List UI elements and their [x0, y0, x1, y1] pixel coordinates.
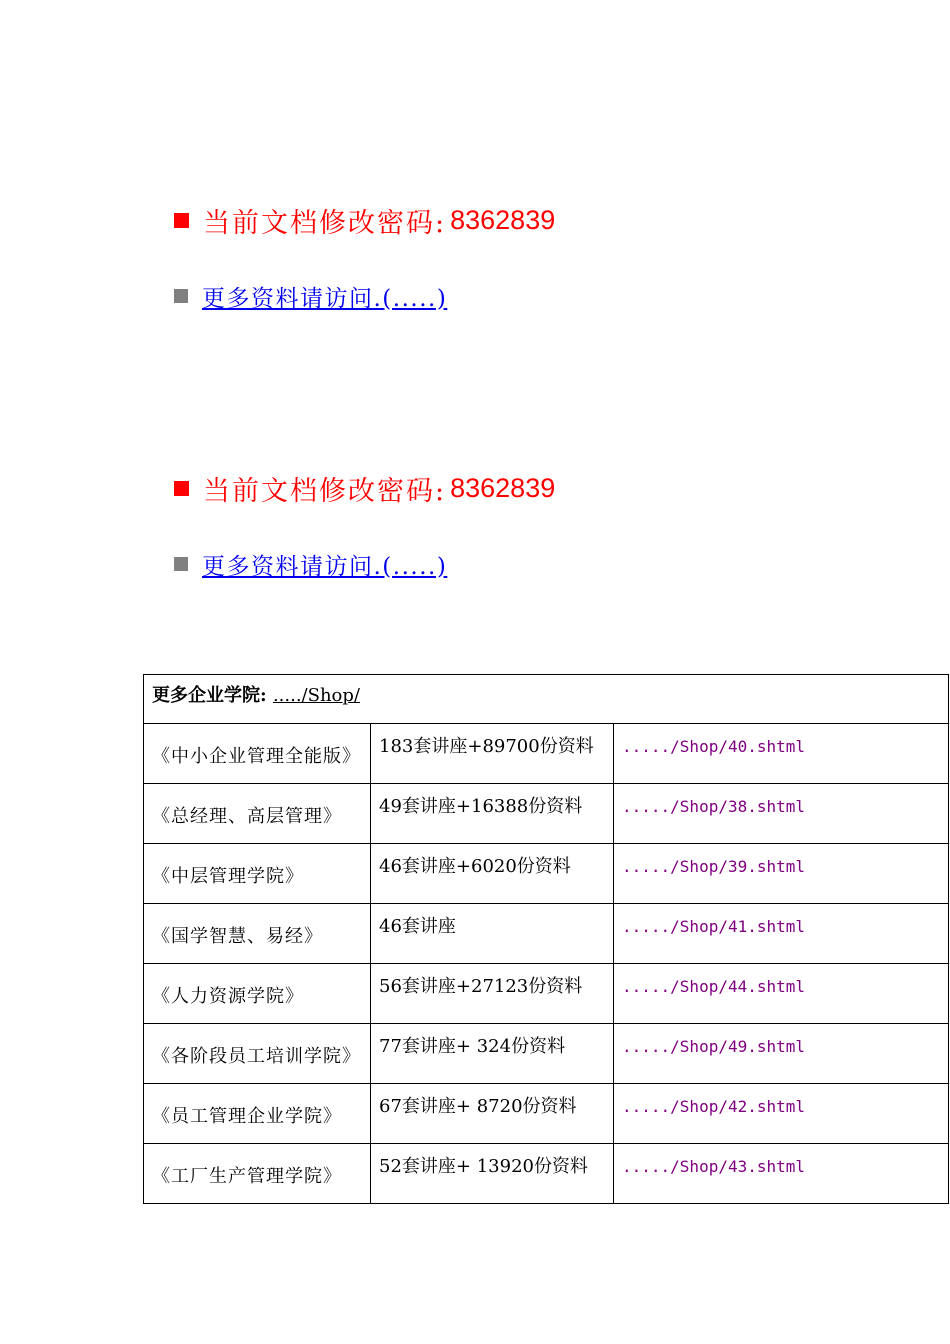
password-label: 当前文档修改密码: — [203, 207, 447, 239]
more-info-link[interactable]: 更多资料请访问.(.....) — [202, 553, 448, 580]
more-info-link[interactable]: 更多资料请访问.(.....) — [202, 285, 448, 312]
course-content: 52套讲座+ 13920份资料 — [371, 1144, 614, 1204]
gray-square-bullet-icon — [174, 557, 188, 571]
password-label: 当前文档修改密码: — [203, 475, 447, 507]
course-link[interactable]: ...../Shop/38.shtml — [614, 784, 949, 844]
course-content: 183套讲座+89700份资料 — [371, 724, 614, 784]
table-header-cell — [144, 675, 949, 724]
course-content: 46套讲座 — [371, 904, 614, 964]
table-header-link[interactable]: ...../Shop/ — [272, 685, 360, 706]
course-name: 《工厂生产管理学院》 — [144, 1144, 371, 1204]
course-name: 《人力资源学院》 — [144, 964, 371, 1024]
table-row — [144, 1084, 949, 1144]
course-link[interactable]: ...../Shop/40.shtml — [614, 724, 949, 784]
course-link[interactable]: ...../Shop/39.shtml — [614, 844, 949, 904]
course-name: 《各阶段员工培训学院》 — [144, 1024, 371, 1084]
course-link[interactable]: ...../Shop/44.shtml — [614, 964, 949, 1024]
table-header-label: 更多企业学院: — [152, 685, 267, 706]
shop-table — [143, 674, 949, 1204]
password-code: 8362839 — [450, 204, 556, 235]
notice-block-1 — [174, 200, 555, 314]
table-row — [144, 844, 949, 904]
course-link[interactable]: ...../Shop/42.shtml — [614, 1084, 949, 1144]
course-content: 67套讲座+ 8720份资料 — [371, 1084, 614, 1144]
notice-block-2 — [174, 468, 555, 582]
gray-square-bullet-icon — [174, 289, 188, 303]
password-code: 8362839 — [450, 472, 556, 503]
course-link[interactable]: ...../Shop/43.shtml — [614, 1144, 949, 1204]
course-content: 46套讲座+6020份资料 — [371, 844, 614, 904]
table-row — [144, 724, 949, 784]
course-name: 《国学智慧、易经》 — [144, 904, 371, 964]
course-link[interactable]: ...../Shop/49.shtml — [614, 1024, 949, 1084]
table-row — [144, 964, 949, 1024]
password-line — [174, 200, 555, 240]
course-link[interactable]: ...../Shop/41.shtml — [614, 904, 949, 964]
red-square-bullet-icon — [174, 213, 189, 228]
course-name: 《中小企业管理全能版》 — [144, 724, 371, 784]
more-info-line — [174, 546, 555, 582]
course-name: 《中层管理学院》 — [144, 844, 371, 904]
table-row — [144, 904, 949, 964]
table-row — [144, 784, 949, 844]
more-info-line — [174, 278, 555, 314]
course-content: 56套讲座+27123份资料 — [371, 964, 614, 1024]
course-content: 49套讲座+16388份资料 — [371, 784, 614, 844]
password-line — [174, 468, 555, 508]
course-content: 77套讲座+ 324份资料 — [371, 1024, 614, 1084]
red-square-bullet-icon — [174, 481, 189, 496]
course-name: 《总经理、高层管理》 — [144, 784, 371, 844]
course-name: 《员工管理企业学院》 — [144, 1084, 371, 1144]
table-row — [144, 1144, 949, 1204]
table-row — [144, 1024, 949, 1084]
